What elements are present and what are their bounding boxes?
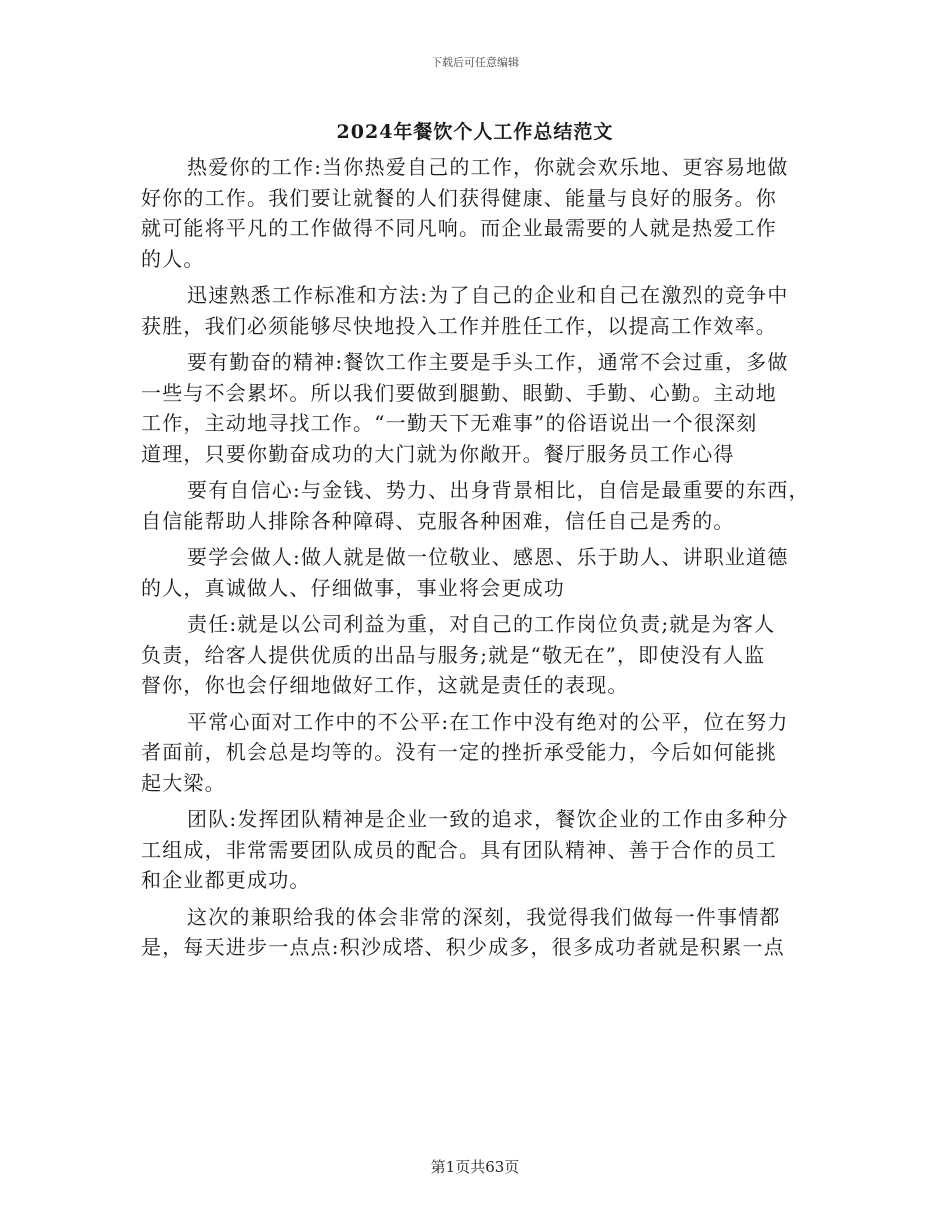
page-header-note: 下载后可任意编辑 (431, 56, 519, 69)
text-line: 这次的兼职给我的体会非常的深刻，我觉得我们做每一件事情都 (187, 904, 781, 929)
text-line: 督你，你也会仔细地做好工作，这就是责任的表现。 (141, 673, 629, 697)
paragraph (141, 609, 813, 701)
paragraph (141, 475, 813, 536)
document-body (141, 152, 813, 969)
text-line: 获胜，我们必须能够尽快地投入工作并胜任工作，以提高工作效率。 (141, 313, 777, 338)
text-line: 自信能帮助人排除各种障碍、克服各种困难，信任自己是秀的。 (141, 508, 735, 533)
paragraph (141, 804, 813, 896)
page-number-footer: 第1页共63页 (430, 1158, 520, 1176)
text-line: 者面前，机会总是均等的。没有一定的挫折承受能力，今后如何能挑 (141, 740, 777, 764)
text-line: 和企业都更成功。 (141, 868, 311, 892)
text-line: 要有自信心:与金钱、势力、出身背景相比，自信是最重要的东西， (187, 478, 810, 502)
text-line: 迅速熟悉工作标准和方法:为了自己的企业和自己在激烈的竞争中 (187, 283, 789, 307)
text-line: 道理，只要你勤奋成功的大门就为你敞开。餐厅服务员工作心得 (141, 441, 735, 466)
paragraph (141, 347, 813, 469)
paragraph (141, 707, 813, 799)
text-line: 热爱你的工作:当你热爱自己的工作，你就会欢乐地、更容易地做 (187, 155, 789, 179)
text-line: 负责，给客人提供优质的出品与服务;就是“敬无在”，即使没有人监 (141, 642, 766, 667)
text-line: 责任:就是以公司利益为重，对自己的工作岗位负责;就是为客人 (187, 612, 776, 636)
text-line: 工作，主动地寻找工作。“一勤天下无难事”的俗语说出一个很深刻 (141, 411, 758, 435)
text-line: 好你的工作。我们要让就餐的人们获得健康、能量与良好的服务。你 (141, 185, 777, 210)
text-line: 的人，真诚做人、仔细做事，事业将会更成功 (141, 575, 565, 600)
paragraph (141, 152, 813, 274)
text-line: 要有勤奋的精神:餐饮工作主要是手头工作，通常不会过重，多做 (187, 350, 789, 374)
text-line: 一些与不会累坏。所以我们要做到腿勤、眼勤、手勤、心勤。主动地 (141, 380, 777, 405)
text-line: 就可能将平凡的工作做得不同凡响。而企业最需要的人就是热爱工作 (141, 216, 777, 240)
text-line: 团队:发挥团队精神是企业一致的追求，餐饮企业的工作由多种分 (187, 807, 789, 831)
paragraph (141, 542, 813, 603)
text-line: 平常心面对工作中的不公平:在工作中没有绝对的公平，位在努力 (187, 709, 789, 734)
text-line: 的人。 (141, 246, 205, 271)
text-line: 工组成，非常需要团队成员的配合。具有团队精神、善于合作的员工 (141, 837, 777, 862)
paragraph (141, 902, 813, 963)
text-line: 起大梁。 (141, 770, 226, 795)
document-title: 2024年餐饮个人工作总结范文 (336, 121, 614, 143)
text-line: 是，每天进步一点点:积沙成塔、积少成多，很多成功者就是积累一点 (141, 935, 785, 959)
text-line: 要学会做人:做人就是做一位敬业、感恩、乐于助人、讲职业道德 (187, 545, 789, 569)
paragraph (141, 280, 813, 341)
